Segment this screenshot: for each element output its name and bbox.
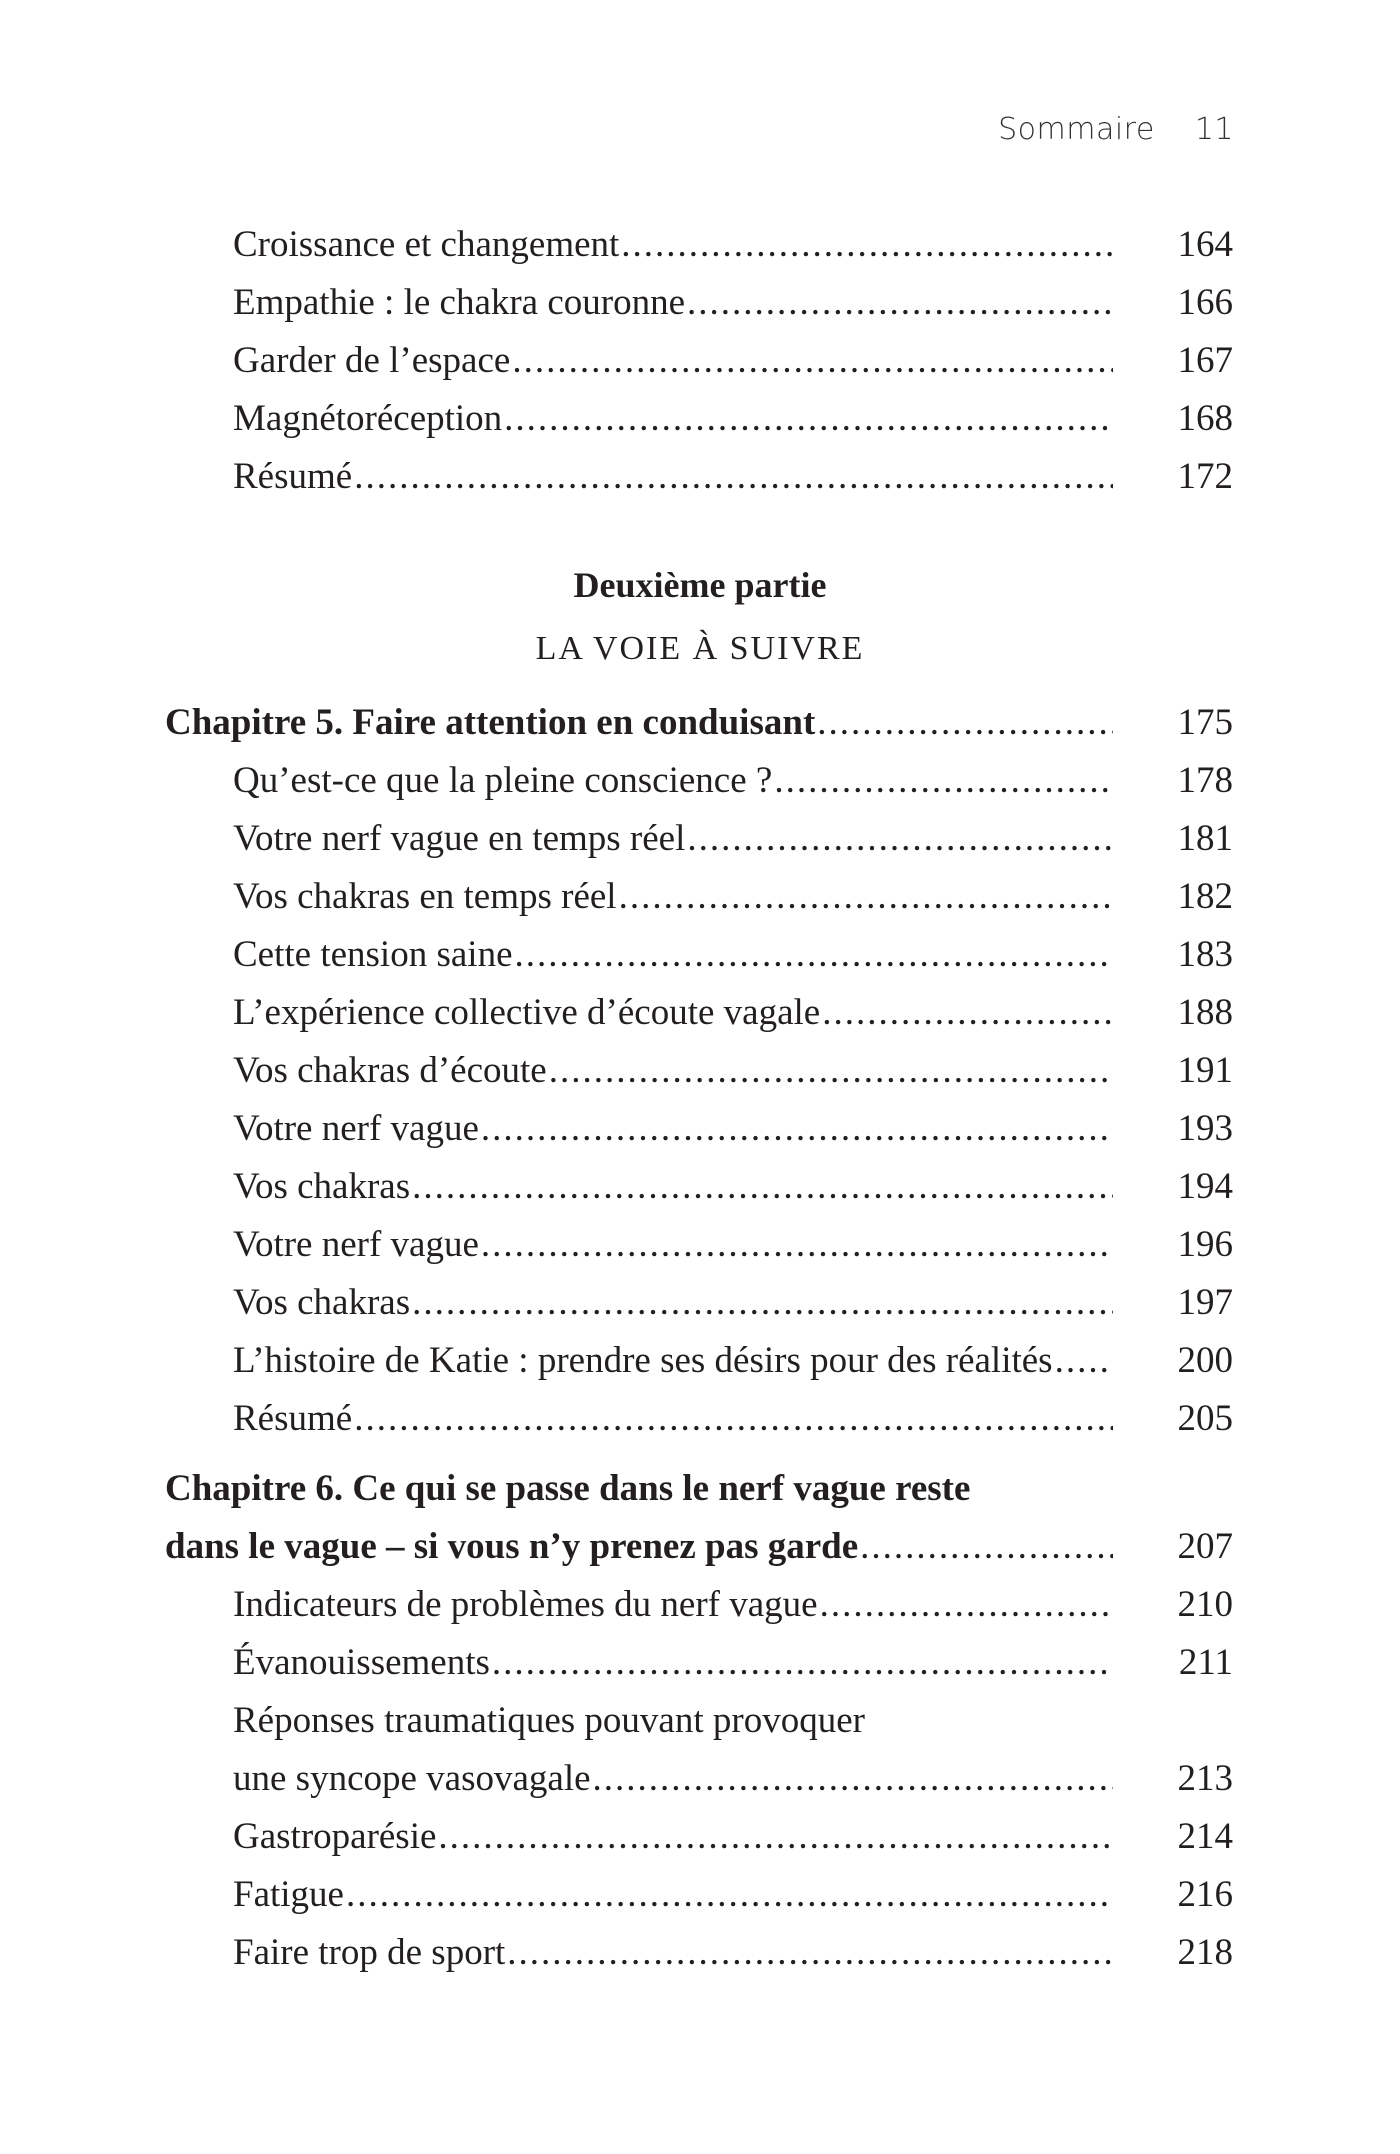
dot-leader [481,1106,1113,1152]
dot-leader [687,280,1113,326]
toc-entry[interactable] [233,1338,1233,1384]
dot-leader [354,454,1113,500]
toc-entry[interactable] [233,1280,1233,1326]
toc-entry[interactable] [233,1814,1233,1860]
toc-entry-page: 211 [1178,1642,1233,1683]
toc-entry-title: Fatigue [233,1874,344,1915]
toc-entry[interactable] [233,338,1233,384]
toc-entry-title: Vos chakras en temps réel [233,876,617,917]
toc-entry-title: Résumé [233,1398,353,1439]
toc-entry-title: Votre nerf vague [233,1224,479,1265]
toc-entry-title-line1: Réponses traumatiques pouvant provoquer [233,1700,865,1741]
running-header [998,112,1234,147]
toc-entry[interactable] [233,1222,1233,1268]
dot-leader [346,1872,1113,1918]
toc-entry-title: Croissance et changement [233,224,620,265]
toc-entry-title: Magnétoréception [233,398,503,439]
part-label: Deuxième partie [573,565,827,605]
toc-entry-page: 172 [1177,456,1233,497]
dot-leader [619,874,1113,920]
dot-leader [593,1756,1113,1802]
toc-entry-page: 164 [1177,224,1233,265]
dot-leader [621,222,1113,268]
toc-entry-title: Vos chakras [233,1166,411,1207]
toc-entry[interactable] [233,1930,1233,1976]
toc-entry-page: 167 [1177,340,1233,381]
toc-entry[interactable] [233,758,1233,804]
toc-entry[interactable] [233,1756,1233,1802]
part-title: LA VOIE À SUIVRE [535,630,865,667]
toc-entry[interactable] [233,1164,1233,1210]
toc-entry[interactable] [233,222,1233,268]
toc-entry-title: Votre nerf vague en temps réel [233,818,686,859]
toc-entry-page: 181 [1177,818,1233,859]
toc-entry-title: Faire trop de sport [233,1932,506,1973]
dot-leader [860,1524,1113,1570]
toc-entry-page: 200 [1177,1340,1233,1381]
toc-entry-title: Cette tension saine [233,934,513,975]
chapter-title-line2: dans le vague – si vous n’y prenez pas garde [165,1526,859,1567]
dot-leader [512,338,1113,384]
dot-leader [481,1222,1113,1268]
running-header-section: Sommaire [998,112,1155,147]
toc-entry-page: 197 [1177,1282,1233,1323]
toc-entry-page: 218 [1177,1932,1233,1973]
toc-entry-title: Évanouissements [233,1642,490,1683]
toc-entry[interactable] [233,816,1233,862]
dot-leader [354,1396,1113,1442]
toc-entry-page: 196 [1177,1224,1233,1265]
toc-entry-title: Vos chakras [233,1282,411,1323]
toc-entry-title: L’histoire de Katie : prendre ses désirs pour des réalités [233,1340,1053,1381]
page-number: 11 [1194,112,1234,147]
toc-entry-page: 191 [1177,1050,1233,1091]
dot-leader [438,1814,1113,1860]
toc-entry-page: 214 [1177,1816,1233,1857]
dot-leader [492,1640,1113,1686]
toc-entry[interactable] [233,874,1233,920]
toc-entry[interactable] [233,454,1233,500]
toc-entry-page: 183 [1177,934,1233,975]
toc-entry-page: 216 [1177,1874,1233,1915]
dot-leader [687,816,1113,862]
dot-leader [822,990,1113,1036]
toc-entry-page: 210 [1177,1584,1233,1625]
dot-leader [820,1582,1113,1628]
toc-entry-title: Résumé [233,456,353,497]
toc-entry-title: une syncope vasovagale [233,1758,591,1799]
toc-entry-title: Gastroparésie [233,1816,437,1857]
toc-entry[interactable] [233,1582,1233,1628]
dot-leader [504,396,1113,442]
toc-entry-page: 194 [1177,1166,1233,1207]
toc-entry[interactable] [233,396,1233,442]
toc-entry-title: Empathie : le chakra couronne [233,282,686,323]
chapter-page: 175 [1177,702,1233,743]
toc-entry-title: L’expérience collective d’écoute vagale [233,992,821,1033]
toc-entry-title: Indicateurs de problèmes du nerf vague [233,1584,818,1625]
toc-entry-line1[interactable] [233,1698,1233,1744]
toc-entry-page: 205 [1177,1398,1233,1439]
dot-leader [515,932,1114,978]
toc-entry[interactable] [233,1106,1233,1152]
toc-entry-title: Votre nerf vague [233,1108,479,1149]
dot-leader [1055,1338,1113,1384]
toc-entry-page: 168 [1177,398,1233,439]
chapter-page: 207 [1177,1526,1233,1567]
toc-entry[interactable] [233,932,1233,978]
toc-entry-page: 193 [1177,1108,1233,1149]
dot-leader [549,1048,1113,1094]
toc-chapter-entry[interactable] [165,1524,1233,1570]
dot-leader [412,1164,1113,1210]
dot-leader [507,1930,1113,1976]
toc-entry-title: Garder de l’espace [233,340,511,381]
toc-entry-title: Qu’est-ce que la pleine conscience ? [233,760,773,801]
toc-entry-page: 182 [1177,876,1233,917]
toc-entry-page: 178 [1177,760,1233,801]
chapter-title: Chapitre 5. Faire attention en conduisant [165,702,816,743]
dot-leader [412,1280,1113,1326]
toc-entry[interactable] [233,1640,1233,1686]
toc-entry[interactable] [233,1048,1233,1094]
dot-leader [817,700,1113,746]
toc-entry[interactable] [233,990,1233,1036]
dot-leader [774,758,1113,804]
toc-entry-page: 213 [1177,1758,1233,1799]
chapter-title-line1: Chapitre 6. Ce qui se passe dans le nerf vague reste [165,1468,971,1509]
toc-chapter-entry-line1[interactable] [165,1466,1233,1512]
toc-entry[interactable] [233,280,1233,326]
toc-entry[interactable] [233,1396,1233,1442]
toc-entry-title: Vos chakras d’écoute [233,1050,547,1091]
toc-entry-page: 188 [1177,992,1233,1033]
toc-entry[interactable] [233,1872,1233,1918]
toc-entry-page: 166 [1177,282,1233,323]
toc-chapter-entry[interactable] [165,700,1233,746]
